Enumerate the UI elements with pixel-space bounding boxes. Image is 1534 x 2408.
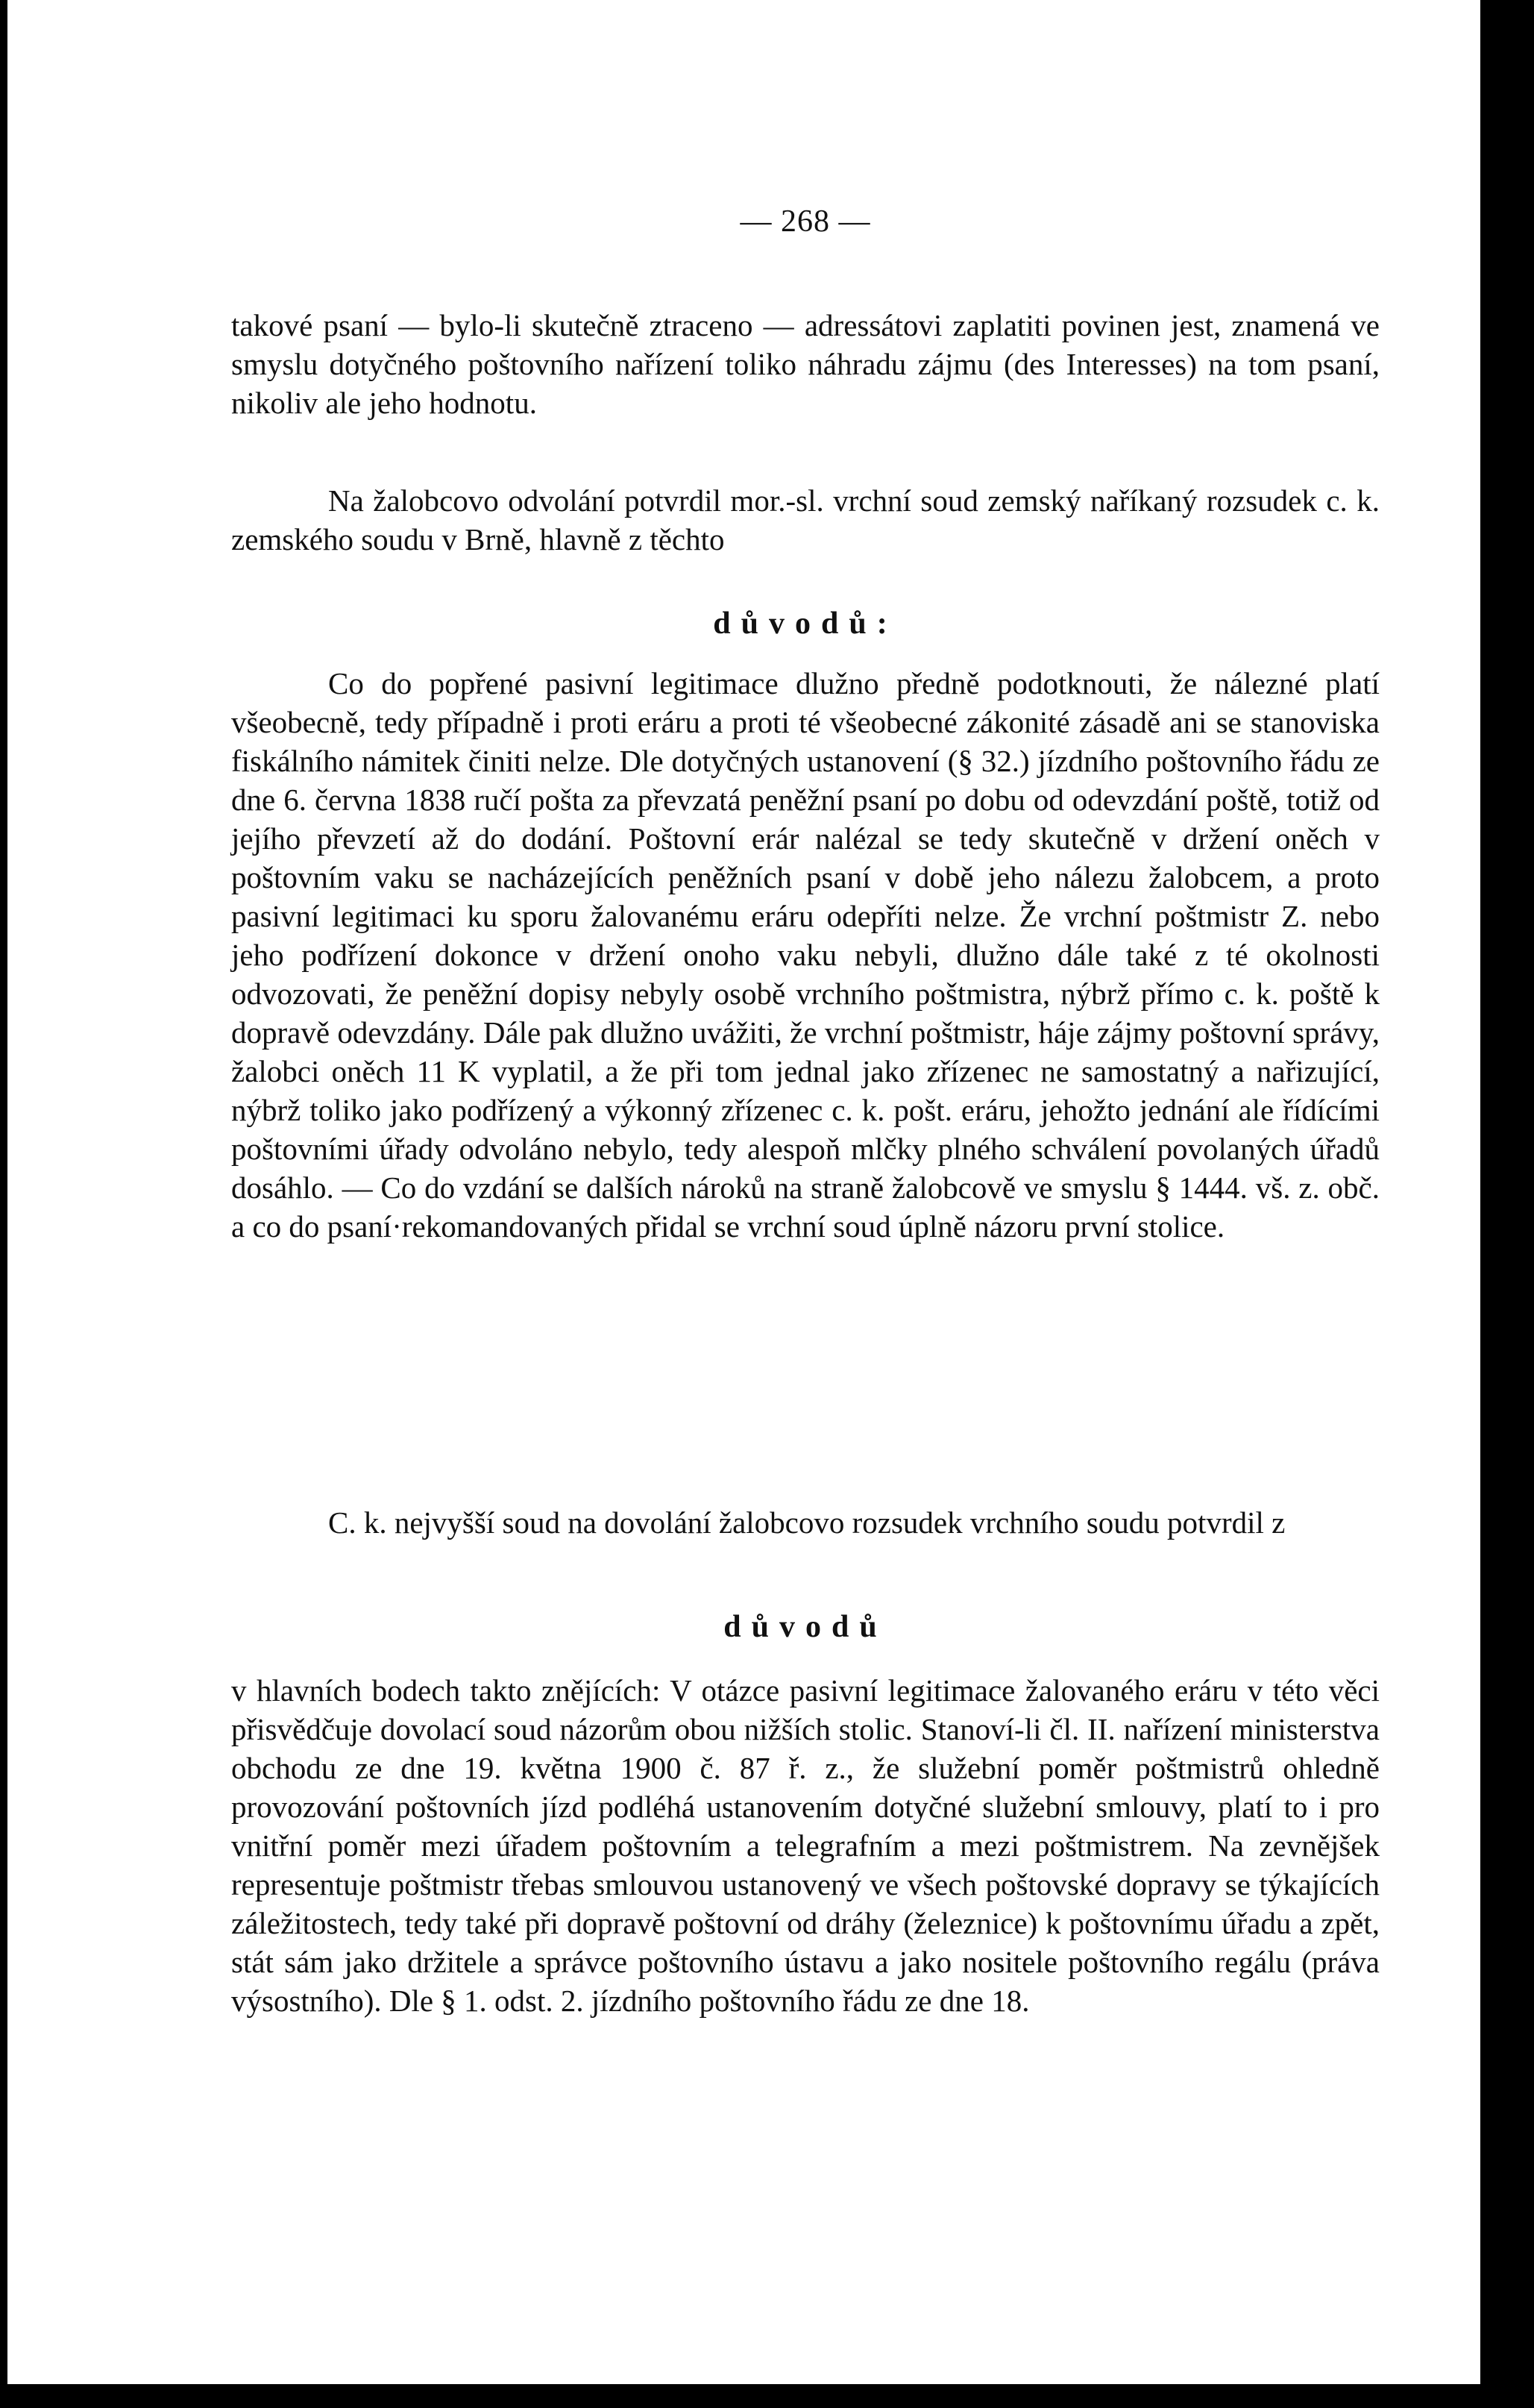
paragraph-intro: takové psaní — bylo-li skutečně ztraceno — adressátovi zaplatiti povinen jest, znamená ve smyslu dotyčného poštovního nařízení toliko náhradu zájmu (des Interesses) na tom psaní, nikoliv ale jeho hodnotu. [231,308,1380,420]
page-number: — 268 — [740,204,871,239]
paragraph-main-points: v hlavních bodech takto znějících: V otázce pasivní legitimace žalovaného eráru v této věci přisvědčuje dovolací soud názorům obou nižších stolic. Stanoví-li čl. II. nařízení ministerstva obchodu ze dne 19. května 1900 č. 87 ř. z., že služební poměr poštmistrů ohledně provozování poštovních jízd podléhá ustanovením dotyčné služební smlouvy, platí to i pro vnitřní poměr mezi úřadem poštovním a telegrafním a mezi poštmistrem. Na zevnějšek representuje poštmistr třebas smlouvou ustanovený ve všech poštovské dopravy se týkajících záležitostech, tedy také při dopravě poštovní od dráhy (železnice) k poštovnímu úřadu a zpět, stát sám jako držitele a správce poštovního ústavu a jako nositele poštovního regálu (práva výsostního). Dle § 1. odst. 2. jízdního poštovního řádu ze dne 18. [231,1673,1380,2018]
section-heading-reasons-2: důvodů [723,1610,887,1644]
paragraph-legitimation: Co do popřené pasivní legitimace dlužno předně podotknouti, že nálezné platí všeobecně, tedy případně i proti eráru a proti té všeobecné zákonité zásadě ani se stanoviska fiskálního námitek činiti nelze. Dle dotyčných ustanovení (§ 32.) jízdního poštovního řádu ze dne 6. června 1838 ručí pošta za převzatá peněžní psaní po dobu od odevzdání poště, totiž od jejího převzetí až do dodání. Poštovní erár nalézal se tedy skutečně v držení oněch v poštovním vaku se nacházejících peněžních psaní v době jeho nálezu žalobcem, a proto pasivní legitimaci ku sporu žalovanému eráru odepříti nelze. Že vrchní poštmistr Z. nebo jeho podřízení dokonce v držení onoho vaku nebyli, dlužno dále také z té okolnosti odvozovati, že peněžní dopisy nebyly osobě vrchního poštmistra, nýbrž přímo c. k. poště k dopravě odevzdány. Dále pak dlužno uvážiti, že vrchní poštmistr, háje zájmy poštovní správy, žalobci oněch 11 K vyplatil, a že při tom jednal jako zřízenec ne samostatný a nařizující, nýbrž toliko jako podřízený a výkonný zřízenec c. k. pošt. eráru, jehožto jednání ale řídícími poštovními úřady odvoláno nebylo, tedy alespoň mlčky plného schválení povolaných úřadů dosáhlo. — Co do vzdání se dalších nároků na straně žalobcově ve smyslu § 1444. vš. z. obč. a co do psaní·rekomandovaných přidal se vrchní soud úplně názoru první stolice. [231,666,1380,1244]
paragraph-supreme-court: C. k. nejvyšší soud na dovolání žalobcovo rozsudek vrchního soudu potvrdil z [328,1505,1286,1540]
section-heading-reasons: důvodů: [713,606,898,641]
paragraph-appeal: Na žalobcovo odvolání potvrdil mor.-sl. vrchní soud zemský naříkaný rozsudek c. k. zemského soudu v Brně, hlavně z těchto [231,483,1380,556]
book-page [7,0,1480,2384]
